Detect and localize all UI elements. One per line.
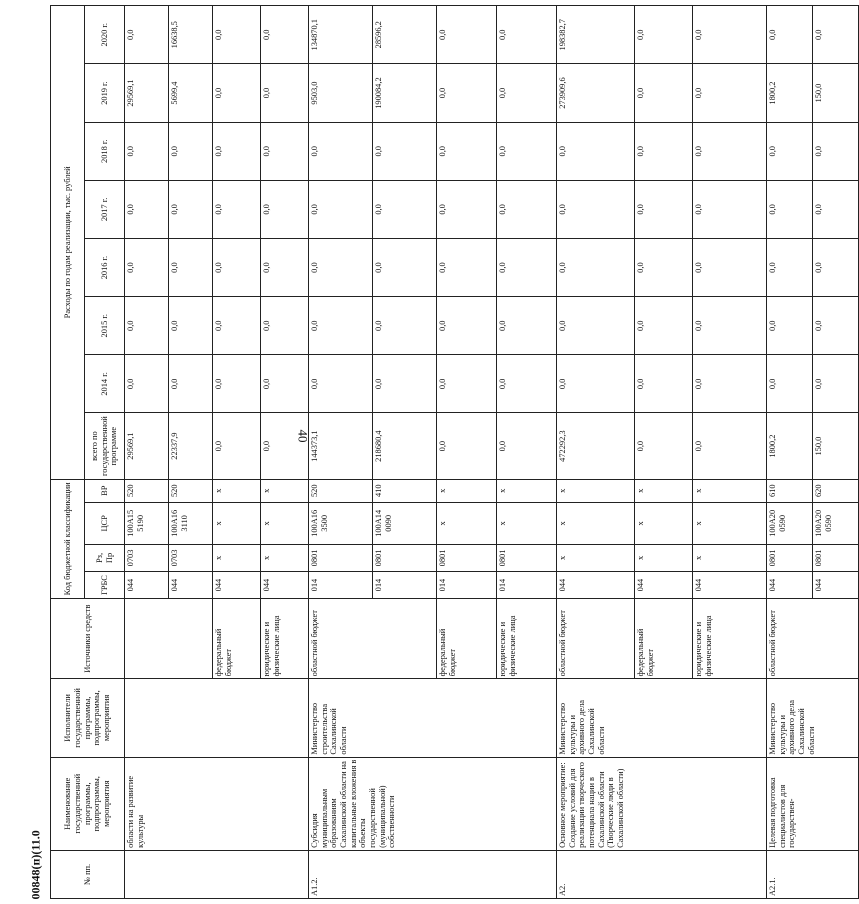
cell-executor: Министерство культуры и архивного дела Сахалинской области [557, 679, 767, 757]
cell-year-value: 0,0 [497, 6, 557, 64]
cell-name: Субсидия муниципальным образованиям Сахалинской области на капитальные вложения в объекты государственной (муниципальной) собственности [309, 757, 557, 850]
cell-name: области на развитие культуры [125, 757, 309, 850]
cell-vr: 520 [125, 479, 169, 502]
cell-csr: х [437, 502, 497, 544]
cell-grbs: 014 [437, 571, 497, 598]
cell-grbs: 044 [767, 571, 813, 598]
cell-year-value: 0,0 [261, 122, 309, 180]
cell-csr: х [693, 502, 767, 544]
cell-source: юридические и физические лица [261, 599, 309, 679]
cell-vr: 610 [767, 479, 813, 502]
cell-total: 22337,9 [169, 413, 213, 479]
cell-csr: х [261, 502, 309, 544]
cell-year-value: 0,0 [767, 180, 813, 238]
cell-grbs: 014 [309, 571, 373, 598]
cell-year-value: 0,0 [813, 355, 859, 413]
cell-year-value: 0,0 [813, 6, 859, 64]
cell-vr: х [213, 479, 261, 502]
cell-grbs: 044 [693, 571, 767, 598]
cell-grbs: 044 [557, 571, 635, 598]
cell-year-value: 0,0 [213, 238, 261, 296]
cell-year-value: 0,0 [437, 238, 497, 296]
header-executor: Исполнители государственной программы, подпрограммы, мероприятия [51, 679, 125, 757]
cell-source: федеральный бюджет [635, 599, 693, 679]
cell-total: 0,0 [635, 413, 693, 479]
cell-total: 472292,3 [557, 413, 635, 479]
cell-year-value: 150,0 [813, 64, 859, 122]
cell-year-value: 0,0 [557, 122, 635, 180]
cell-year-value: 0,0 [437, 64, 497, 122]
cell-csr: х [497, 502, 557, 544]
cell-rzpr: х [261, 544, 309, 571]
cell-year-value: 0,0 [213, 297, 261, 355]
cell-csr: 100А16 3500 [309, 502, 373, 544]
cell-grbs: 044 [125, 571, 169, 598]
table-row [309, 6, 373, 899]
cell-year-value: 0,0 [309, 180, 373, 238]
cell-rzpr: х [693, 544, 767, 571]
cell-total: 29569,1 [125, 413, 169, 479]
cell-year-value: 0,0 [169, 238, 213, 296]
cell-name: Целевая подготовка специалистов для государствен- [767, 757, 859, 850]
document-code: 00848(п)(11.0 [28, 830, 43, 900]
cell-year-value: 0,0 [767, 297, 813, 355]
cell-year-value: 0,0 [309, 355, 373, 413]
cell-total: 150,0 [813, 413, 859, 479]
header-year: 2020 г. [85, 6, 125, 64]
cell-year-value: 0,0 [635, 6, 693, 64]
cell-year-value: 0,0 [693, 64, 767, 122]
cell-year-value: 0,0 [169, 297, 213, 355]
cell-year-value: 198382,7 [557, 6, 635, 64]
cell-grbs: 014 [373, 571, 437, 598]
cell-rzpr: 0801 [309, 544, 373, 571]
cell-year-value: 0,0 [693, 6, 767, 64]
cell-total: 0,0 [261, 413, 309, 479]
cell-year-value: 0,0 [309, 297, 373, 355]
cell-year-value: 16638,5 [169, 6, 213, 64]
cell-vr: х [557, 479, 635, 502]
cell-rzpr: 0801 [497, 544, 557, 571]
cell-year-value: 0,0 [213, 180, 261, 238]
cell-year-value: 9503,0 [309, 64, 373, 122]
cell-executor: Министерство культуры и архивного дела Сахалинской области [767, 679, 859, 757]
header-csr: ЦСР [85, 502, 125, 544]
cell-grbs: 044 [213, 571, 261, 598]
cell-year-value: 0,0 [261, 180, 309, 238]
cell-year-value: 0,0 [261, 355, 309, 413]
cell-year-value: 0,0 [557, 355, 635, 413]
cell-year-value: 134870,1 [309, 6, 373, 64]
cell-year-value: 0,0 [635, 297, 693, 355]
cell-year-value: 0,0 [437, 355, 497, 413]
cell-year-value: 0,0 [693, 180, 767, 238]
cell-year-value: 0,0 [169, 122, 213, 180]
table-row [767, 6, 813, 899]
cell-csr: 100А16 3110 [169, 502, 213, 544]
header-rzpr: Рз, Пр [85, 544, 125, 571]
header-source: Источники средств [51, 599, 125, 679]
header-vr: ВР [85, 479, 125, 502]
cell-no: А1.2. [309, 850, 557, 898]
cell-year-value: 0,0 [635, 122, 693, 180]
cell-year-value: 0,0 [497, 297, 557, 355]
cell-year-value: 0,0 [767, 6, 813, 64]
table-row [125, 6, 169, 899]
cell-source: федеральный бюджет [437, 599, 497, 679]
header-year: 2016 г. [85, 238, 125, 296]
cell-year-value: 0,0 [767, 238, 813, 296]
cell-total: 1800,2 [767, 413, 813, 479]
cell-source: областной бюджет [557, 599, 635, 679]
cell-vr: х [437, 479, 497, 502]
cell-rzpr: 0801 [373, 544, 437, 571]
cell-year-value: 0,0 [373, 297, 437, 355]
cell-year-value: 0,0 [693, 238, 767, 296]
header-year: 2019 г. [85, 64, 125, 122]
cell-year-value: 0,0 [635, 355, 693, 413]
header-year: 2018 г. [85, 122, 125, 180]
header-year: 2015 г. [85, 297, 125, 355]
cell-grbs: 044 [813, 571, 859, 598]
cell-year-value: 0,0 [767, 122, 813, 180]
cell-no: А2.1. [767, 850, 859, 898]
cell-rzpr: 0703 [125, 544, 169, 571]
cell-csr: 100А20 0590 [813, 502, 859, 544]
cell-total: 218680,4 [373, 413, 437, 479]
cell-rzpr: 0801 [437, 544, 497, 571]
header-budget-code: Код бюджетной классификации [51, 479, 85, 598]
cell-rzpr: х [635, 544, 693, 571]
cell-year-value: 5699,4 [169, 64, 213, 122]
cell-executor [125, 679, 309, 757]
cell-year-value: 0,0 [125, 122, 169, 180]
cell-vr: 520 [309, 479, 373, 502]
cell-year-value: 0,0 [635, 180, 693, 238]
cell-year-value: 0,0 [309, 122, 373, 180]
cell-rzpr: х [213, 544, 261, 571]
cell-year-value: 0,0 [557, 238, 635, 296]
cell-year-value: 28596,2 [373, 6, 437, 64]
cell-total: 0,0 [497, 413, 557, 479]
cell-vr: х [635, 479, 693, 502]
cell-grbs: 014 [497, 571, 557, 598]
cell-year-value: 0,0 [261, 64, 309, 122]
cell-year-value: 0,0 [213, 6, 261, 64]
cell-source: областной бюджет [767, 599, 859, 679]
cell-grbs: 044 [635, 571, 693, 598]
table-row [557, 6, 635, 899]
cell-vr: х [497, 479, 557, 502]
cell-csr: х [635, 502, 693, 544]
cell-source: федеральный бюджет [213, 599, 261, 679]
cell-year-value: 0,0 [125, 297, 169, 355]
cell-year-value: 29569,1 [125, 64, 169, 122]
cell-csr: х [213, 502, 261, 544]
cell-year-value: 0,0 [767, 355, 813, 413]
cell-rzpr: 0703 [169, 544, 213, 571]
cell-vr: 410 [373, 479, 437, 502]
page-number: 40 [295, 429, 311, 443]
cell-year-value: 0,0 [373, 122, 437, 180]
cell-year-value: 0,0 [693, 122, 767, 180]
cell-year-value: 0,0 [813, 297, 859, 355]
table-body [125, 6, 859, 899]
cell-vr: 520 [169, 479, 213, 502]
header-year: 2014 г. [85, 355, 125, 413]
cell-source: областной бюджет [309, 599, 437, 679]
cell-year-value: 0,0 [213, 355, 261, 413]
cell-rzpr: х [557, 544, 635, 571]
cell-grbs: 044 [169, 571, 213, 598]
cell-vr: 620 [813, 479, 859, 502]
cell-year-value: 0,0 [261, 297, 309, 355]
cell-year-value: 0,0 [557, 297, 635, 355]
cell-total: 144373,1 [309, 413, 373, 479]
cell-year-value: 0,0 [437, 6, 497, 64]
cell-year-value: 0,0 [125, 355, 169, 413]
cell-total: 0,0 [213, 413, 261, 479]
cell-csr: х [557, 502, 635, 544]
cell-year-value: 0,0 [693, 297, 767, 355]
header-no: № пп. [51, 850, 125, 898]
budget-table [50, 5, 859, 899]
cell-year-value: 0,0 [261, 6, 309, 64]
header-year: 2017 г. [85, 180, 125, 238]
cell-total: 0,0 [693, 413, 767, 479]
cell-year-value: 0,0 [437, 297, 497, 355]
cell-csr: 100А14 0090 [373, 502, 437, 544]
cell-year-value: 0,0 [125, 238, 169, 296]
cell-year-value: 273909,6 [557, 64, 635, 122]
cell-executor: Министерство строительства Сахалинской области [309, 679, 557, 757]
cell-vr: х [261, 479, 309, 502]
cell-year-value: 0,0 [169, 180, 213, 238]
header-total: всего по государственной программе [85, 413, 125, 479]
cell-year-value: 0,0 [261, 238, 309, 296]
cell-year-value: 0,0 [373, 238, 437, 296]
cell-year-value: 0,0 [125, 6, 169, 64]
cell-year-value: 0,0 [169, 355, 213, 413]
cell-year-value: 0,0 [373, 180, 437, 238]
cell-source: юридические и физические лица [693, 599, 767, 679]
cell-source [125, 599, 213, 679]
cell-year-value: 0,0 [635, 238, 693, 296]
cell-year-value: 0,0 [557, 180, 635, 238]
cell-source: юридические и физические лица [497, 599, 557, 679]
header-grbs: ГРБС [85, 571, 125, 598]
cell-year-value: 0,0 [813, 180, 859, 238]
cell-no [125, 850, 309, 898]
cell-year-value: 0,0 [693, 355, 767, 413]
cell-name: Основное мероприятие: Создание условий для реализации творческого потенциала нации в Сахалинской области (Творческие люди в Сахалинской области) [557, 757, 767, 850]
cell-total: 0,0 [437, 413, 497, 479]
cell-grbs: 044 [261, 571, 309, 598]
cell-year-value: 0,0 [213, 64, 261, 122]
cell-year-value: 0,0 [437, 180, 497, 238]
cell-year-value: 0,0 [813, 122, 859, 180]
cell-year-value: 0,0 [497, 64, 557, 122]
cell-year-value: 0,0 [437, 122, 497, 180]
cell-csr: 100А15 5190 [125, 502, 169, 544]
cell-rzpr: 0801 [813, 544, 859, 571]
cell-year-value: 0,0 [125, 180, 169, 238]
header-expenses: Расходы по годам реализации, тыс. рублей [51, 6, 85, 480]
cell-year-value: 0,0 [497, 238, 557, 296]
cell-year-value: 0,0 [497, 180, 557, 238]
cell-vr: х [693, 479, 767, 502]
table-container [50, 5, 833, 899]
cell-year-value: 0,0 [373, 355, 437, 413]
cell-no: А2. [557, 850, 767, 898]
cell-year-value: 0,0 [309, 238, 373, 296]
cell-year-value: 0,0 [213, 122, 261, 180]
cell-csr: 100А20 0590 [767, 502, 813, 544]
cell-year-value: 0,0 [635, 64, 693, 122]
cell-year-value: 190084,2 [373, 64, 437, 122]
cell-year-value: 1800,2 [767, 64, 813, 122]
cell-year-value: 0,0 [497, 122, 557, 180]
cell-rzpr: 0801 [767, 544, 813, 571]
cell-year-value: 0,0 [813, 238, 859, 296]
header-name: Наименование государственной программы, подпрограммы, мероприятия [51, 757, 125, 850]
cell-year-value: 0,0 [497, 355, 557, 413]
